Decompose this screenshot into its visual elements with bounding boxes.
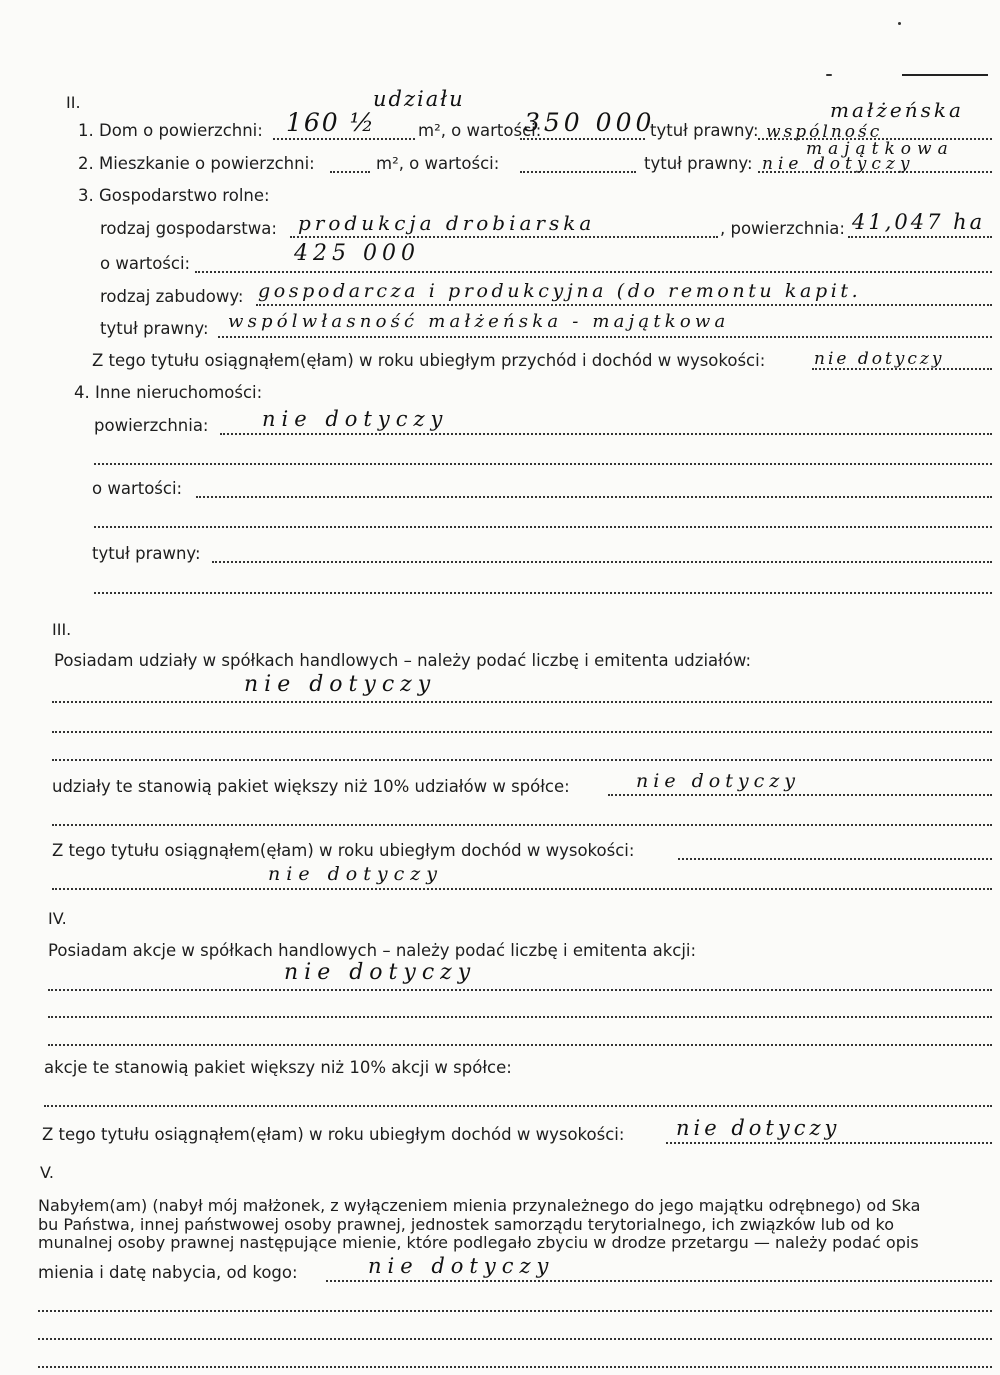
farm-title-label: tytuł prawny: xyxy=(100,319,209,338)
other-value-field[interactable] xyxy=(196,495,992,498)
shares-field-2[interactable] xyxy=(52,730,992,733)
stocks-field-3[interactable] xyxy=(48,1043,992,1046)
acquired-field-2[interactable] xyxy=(38,1309,992,1312)
house-title-line1: małżeńska xyxy=(830,98,964,122)
other-area-field-cont[interactable] xyxy=(94,462,992,465)
house-title-line2: wspólnośc xyxy=(766,122,883,142)
scan-speck xyxy=(898,22,901,25)
acquired-text-line2: bu Państwa, innej państwowej osoby prawnej, jednostek samorządu terytorialnego, ich związków lub od ko xyxy=(38,1215,894,1234)
section-heading: V. xyxy=(40,1163,54,1182)
other-title-label: tytuł prawny: xyxy=(92,544,201,563)
apartment-title-label: tytuł prawny: xyxy=(644,154,753,173)
stocks-over10-field[interactable] xyxy=(44,1104,992,1107)
stocks-income-label: Z tego tytułu osiągnąłem(ęłam) w roku ubiegłym dochód w wysokości: xyxy=(42,1125,625,1144)
shares-value: nie dotyczy xyxy=(244,672,437,697)
acquired-value: nie dotyczy xyxy=(368,1254,555,1278)
acquired-field[interactable] xyxy=(326,1279,992,1282)
shares-intro: Posiadam udziały w spółkach handlowych – należy podać liczbę i emitenta udziałów: xyxy=(54,651,752,670)
shares-over10-label: udziały te stanowią pakiet większy niż 10% udziałów w spółce: xyxy=(52,777,570,796)
apartment-label: 2. Mieszkanie o powierzchni: xyxy=(78,154,315,173)
shares-over10-field[interactable] xyxy=(608,793,992,796)
house-value-field[interactable] xyxy=(520,137,645,140)
farm-value-field[interactable] xyxy=(195,270,992,273)
section-heading: III. xyxy=(52,620,72,639)
apartment-value-field[interactable] xyxy=(520,170,636,173)
house-area-value: 160 ½ xyxy=(286,108,376,137)
house-area-field[interactable] xyxy=(273,137,415,140)
other-value-field-cont[interactable] xyxy=(94,525,992,528)
shares-income-field[interactable] xyxy=(678,857,992,860)
stocks-income-field[interactable] xyxy=(666,1141,992,1144)
house-label: 1. Dom o powierzchni: xyxy=(78,121,263,140)
farm-area-value: 41,047 ha xyxy=(852,210,986,234)
apartment-unit-value-label: m², o wartości: xyxy=(376,154,500,173)
acquired-field-4[interactable] xyxy=(38,1365,992,1368)
shares-over10-field-cont[interactable] xyxy=(52,823,992,826)
farm-area-label: , powierzchnia: xyxy=(720,219,845,238)
house-unit-value-label: m², o wartości: xyxy=(418,121,542,140)
farm-area-field[interactable] xyxy=(848,235,992,238)
stocks-over10-label: akcje te stanowią pakiet większy niż 10% akcji w spółce: xyxy=(44,1058,512,1077)
farm-income-value: nie dotyczy xyxy=(814,349,945,369)
stocks-intro: Posiadam akcje w spółkach handlowych – należy podać liczbę i emitenta akcji: xyxy=(48,941,697,960)
shares-income-field-cont[interactable] xyxy=(52,887,992,890)
shares-field-1[interactable] xyxy=(52,700,992,703)
shares-field-3[interactable] xyxy=(52,758,992,761)
shares-income-value: nie dotyczy xyxy=(268,863,443,885)
scan-edge-line xyxy=(902,74,988,76)
house-title-line3: majątkowa xyxy=(806,139,954,159)
section-heading: II. xyxy=(66,93,81,112)
acquired-from-label: mienia i datę nabycia, od kogo: xyxy=(38,1263,298,1282)
farm-buildings-value: gospodarcza i produkcyjna (do remontu kapit. xyxy=(258,280,862,302)
shares-over10-value: nie dotyczy xyxy=(636,770,800,792)
acquired-text-line3: munalnej osoby prawnej następujące mienie, które podlegało zbyciu w drodze przetargu — należy podać opis xyxy=(38,1233,919,1252)
other-area-label: powierzchnia: xyxy=(94,416,209,435)
house-value: 350 000 xyxy=(524,108,656,137)
section-heading: IV. xyxy=(48,909,67,928)
acquired-text-line1: Nabyłem(am) (nabył mój małżonek, z wyłączeniem mienia przynależnego do jego majątku odrębnego) od Ska xyxy=(38,1196,921,1215)
farm-type-field[interactable] xyxy=(290,235,718,238)
farm-title-value: wspólwłasność małżeńska - majątkowa xyxy=(228,311,730,332)
farm-buildings-field[interactable] xyxy=(256,303,992,306)
stocks-field-1[interactable] xyxy=(48,988,992,991)
house-share-note: udziału xyxy=(373,87,465,111)
farm-value-label: o wartości: xyxy=(100,254,191,273)
stocks-value: nie dotyczy xyxy=(284,960,477,985)
shares-income-label: Z tego tytułu osiągnąłem(ęłam) w roku ubiegłym dochód w wysokości: xyxy=(52,841,635,860)
farm-label: 3. Gospodarstwo rolne: xyxy=(78,186,270,205)
farm-type-value: produkcja drobiarska xyxy=(298,211,596,235)
other-area-field[interactable] xyxy=(220,432,992,435)
other-value-label: o wartości: xyxy=(92,479,183,498)
apartment-area-field[interactable] xyxy=(330,170,370,173)
stocks-income-value: nie dotyczy xyxy=(676,1116,841,1140)
house-title-label: tytuł prawny: xyxy=(650,121,759,140)
scan-speck xyxy=(826,74,832,76)
acquired-field-3[interactable] xyxy=(38,1337,992,1340)
other-area-value: nie dotyczy xyxy=(262,407,449,431)
farm-income-label: Z tego tytułu osiągnąłem(ęłam) w roku ubiegłym przychód i dochód w wysokości: xyxy=(92,351,766,370)
apartment-title-value: nie dotyczy xyxy=(762,154,915,174)
other-property-label: 4. Inne nieruchomości: xyxy=(74,383,263,402)
other-title-field-cont[interactable] xyxy=(94,591,992,594)
farm-title-field[interactable] xyxy=(218,335,992,338)
stocks-field-2[interactable] xyxy=(48,1015,992,1018)
other-title-field[interactable] xyxy=(212,560,992,563)
farm-buildings-label: rodzaj zabudowy: xyxy=(100,287,244,306)
farm-type-label: rodzaj gospodarstwa: xyxy=(100,219,277,238)
farm-value-value: 425 000 xyxy=(294,241,420,266)
